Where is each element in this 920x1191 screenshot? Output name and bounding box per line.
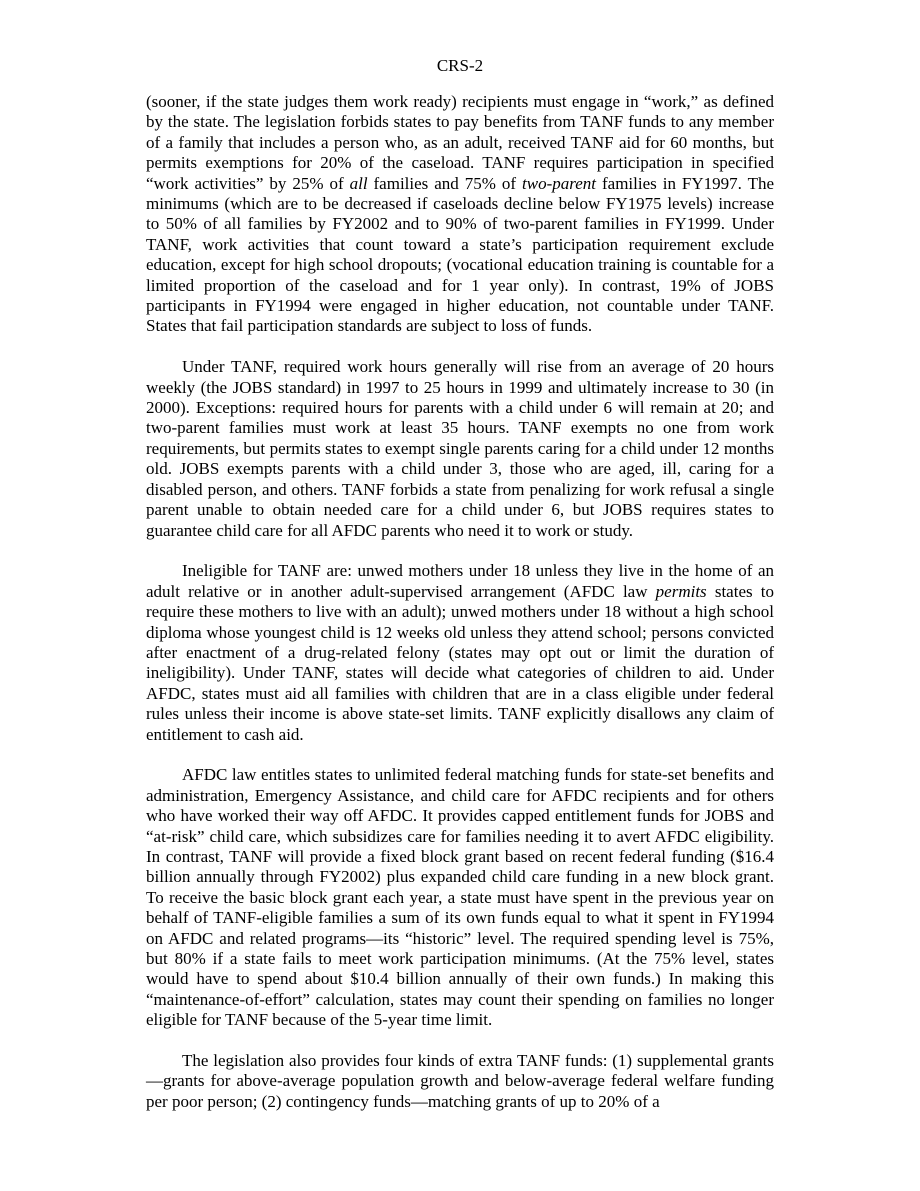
paragraph-text: states to require these mothers to live with an adult); unwed mothers under 18 without a high school diploma whose youngest child is 12 weeks old unless they attend school; persons convicted after enactment of a drug-related felony (states may opt out or limit the duration of ineligibility). Under TANF, states will decide what categories of children to aid. Under AFDC, states must aid all families with children that are in a class eligible under federal rules unless their income is above state-set limits. TANF explicitly disallows any claim of entitlement to cash aid.	[146, 581, 774, 744]
paragraph-text: families and 75% of	[367, 173, 523, 193]
paragraph-text: Ineligible for TANF are: unwed mothers under 18 unless they live in the home of an adult relative or in another adult-supervised arrangement (AFDC law	[146, 561, 774, 601]
italic-text: two-parent	[522, 173, 597, 193]
paragraph	[146, 1051, 774, 1112]
paragraph-text: AFDC law entitles states to unlimited federal matching funds for state-set benefits and administration, Emergency Assistance, and child care for AFDC recipients and for others who have worked their way off AFDC. It provides capped entitlement funds for JOBS and “at-risk” child care, which subsidizes care for families needing it to avert AFDC eligibility. In contrast, TANF will provide a fixed block grant based on recent federal funding ($16.4 billion annually through FY2002) plus expanded child care funding in a new block grant. To receive the basic block grant each year, a state must have spent in the previous year on behalf of TANF-eligible families a sum of its own funds equal to what it spent in FY1994 on AFDC and related programs—its “historic” level. The required spending level is 75%, but 80% if a state fails to meet work participation minimums. (At the 75% level, states would have to spend about $10.4 billion annually of their own funds.) In making this “maintenance-of-effort” calculation, states may count their spending on families no longer eligible for TANF because of the 5-year time limit.	[146, 765, 774, 1030]
paragraph	[146, 765, 774, 1030]
paragraph-text: (sooner, if the state judges them work ready) recipients must engage in “work,” as defined by the state. The legislation forbids states to pay benefits from TANF funds to any member of a family that includes a person who, as an adult, received TANF aid for 60 months, but permits exemptions for 20% of the caseload. TANF requires participation in specified “work activities” by 25% of	[146, 92, 774, 193]
paragraph	[146, 92, 774, 337]
paragraph-text: The legislation also provides four kinds of extra TANF funds: (1) supplemental grants—grants for above-average population growth and below-average federal welfare funding per poor person; (2) contingency funds—matching grants of up to 20% of a	[146, 1051, 774, 1111]
italic-text: permits	[655, 581, 707, 601]
page-number-header: CRS-2	[436, 56, 484, 75]
paragraph-text: families in FY1997. The minimums (which are to be decreased if caseloads decline below FY1975 levels) increase to 50% of all families by FY2002 and to 90% of two-parent families in FY1999. Under TANF, work activities that count toward a state’s participation requirement exclude education, except for high school dropouts; (vocational education training is countable for a limited proportion of the caseload and for 1 year only). In contrast, 19% of JOBS participants in FY1994 were engaged in higher education, not countable under TANF. States that fail participation standards are subject to loss of funds.	[146, 173, 775, 336]
italic-text: all	[349, 173, 368, 193]
document-body	[146, 92, 774, 1112]
paragraph	[146, 561, 774, 745]
paragraph-text: Under TANF, required work hours generally will rise from an average of 20 hours weekly (the JOBS standard) in 1997 to 25 hours in 1999 and ultimately increase to 30 (in 2000). Exceptions: required hours for parents with a child under 6 will remain at 20; and two-parent families must work at least 35 hours. TANF exempts no one from work requirements, but permits states to exempt single parents caring for a child under 12 months old. JOBS exempts parents with a child under 3, those who are aged, ill, caring for a disabled person, and others. TANF forbids a state from penalizing for work refusal a single parent unable to obtain needed care for a child under 6, but JOBS requires states to guarantee child care for all AFDC parents who need it to work or study.	[146, 357, 774, 540]
paragraph	[146, 357, 774, 541]
